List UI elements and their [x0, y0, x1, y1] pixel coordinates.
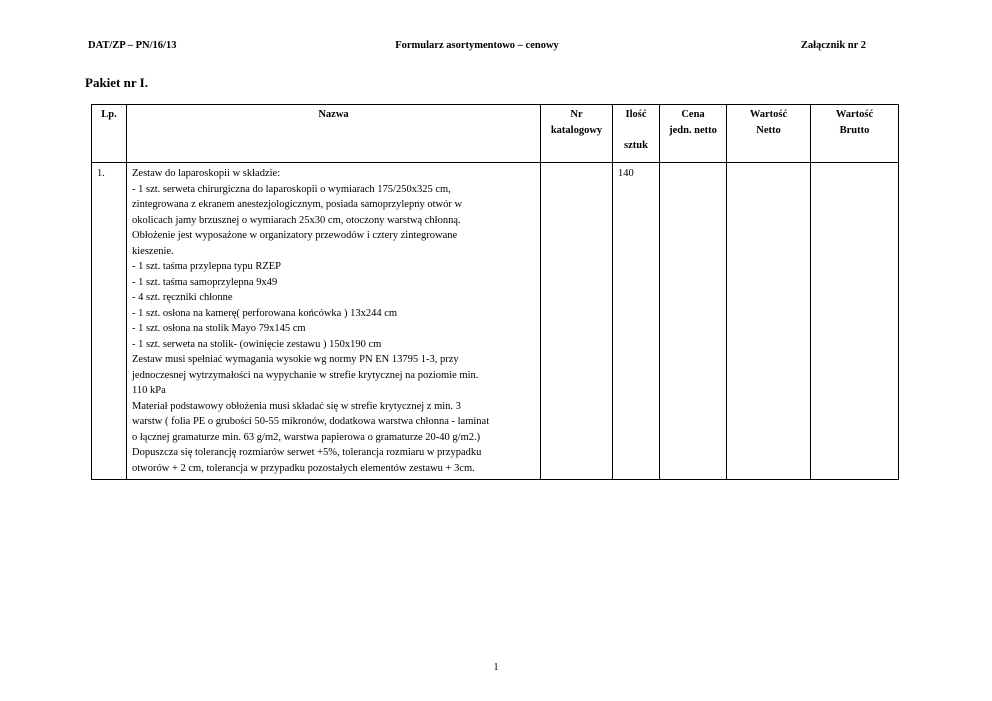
col-header-nr-katalogowy: Nr katalogowy	[541, 105, 613, 163]
col-header-lp: Lp.	[92, 105, 127, 163]
cell-nr-katalogowy[interactable]	[541, 163, 613, 480]
price-form-table	[91, 104, 899, 480]
cell-ilosc: 140	[613, 163, 660, 480]
cell-cena-netto[interactable]	[660, 163, 727, 480]
page-header	[88, 40, 866, 56]
document-title: Formularz asortymentowo – cenowy	[395, 40, 559, 51]
col-header-ilosc: Ilość sztuk	[613, 105, 660, 163]
table-row	[92, 163, 899, 480]
table-header-row	[92, 105, 899, 163]
package-title: Pakiet nr I.	[85, 75, 148, 90]
cell-wartosc-brutto[interactable]	[811, 163, 899, 480]
page-number: 1	[493, 662, 499, 673]
cell-wartosc-netto[interactable]	[727, 163, 811, 480]
col-header-nazwa: Nazwa	[127, 105, 541, 163]
col-header-wartosc-brutto: Wartość Brutto	[811, 105, 899, 163]
col-header-cena: Cena jedn. netto	[660, 105, 727, 163]
document-reference: DAT/ZP – PN/16/13	[88, 40, 177, 51]
col-header-wartosc-netto: Wartość Netto	[727, 105, 811, 163]
cell-nazwa: Zestaw do laparoskopii w składzie: - 1 szt. serweta chirurgiczna do laparoskopii o wymiarach 175/250x325 cm, zintegrowana z ekranem anestezjologicznym, posiada samoprzylepny otwór w okolicach jamy brzusznej o wymiarach 25x30 cm, otoczony warstwą chłonną. Obłożenie jest wyposażone w organizatory przewodów i cztery zintegrowane kieszenie. - 1 szt. taśma przylepna typu RZEP - 1 szt. taśma samoprzylepna 9x49 - 4 szt. ręczniki chłonne - 1 szt. osłona na kamerę( perforowana końcówka ) 13x244 cm - 1 szt. osłona na stolik Mayo 79x145 cm - 1 szt. serweta na stolik- (owinięcie zestawu ) 150x190 cm Zestaw musi spełniać wymagania wysokie wg normy PN EN 13795 1-3, przy jednoczesnej wytrzymałości na wypychanie w strefie krytycznej na poziomie min. 110 kPa Materiał podstawowy obłożenia musi składać się w strefie krytycznej z min. 3 warstw ( folia PE o grubości 50-55 mikronów, dodatkowa warstwa chłonna - laminat o łącznej gramaturze min. 63 g/m2, warstwa papierowa o gramaturze 20-40 g/m2.) Dopuszcza się tolerancję rozmiarów serwet +5%, tolerancja rozmiaru w przypadku otworów + 2 cm, tolerancja w przypadku pozostałych elementów zestawu + 3cm.	[127, 163, 541, 480]
attachment-label: Załącznik nr 2	[800, 40, 866, 51]
cell-lp: 1.	[92, 163, 127, 480]
